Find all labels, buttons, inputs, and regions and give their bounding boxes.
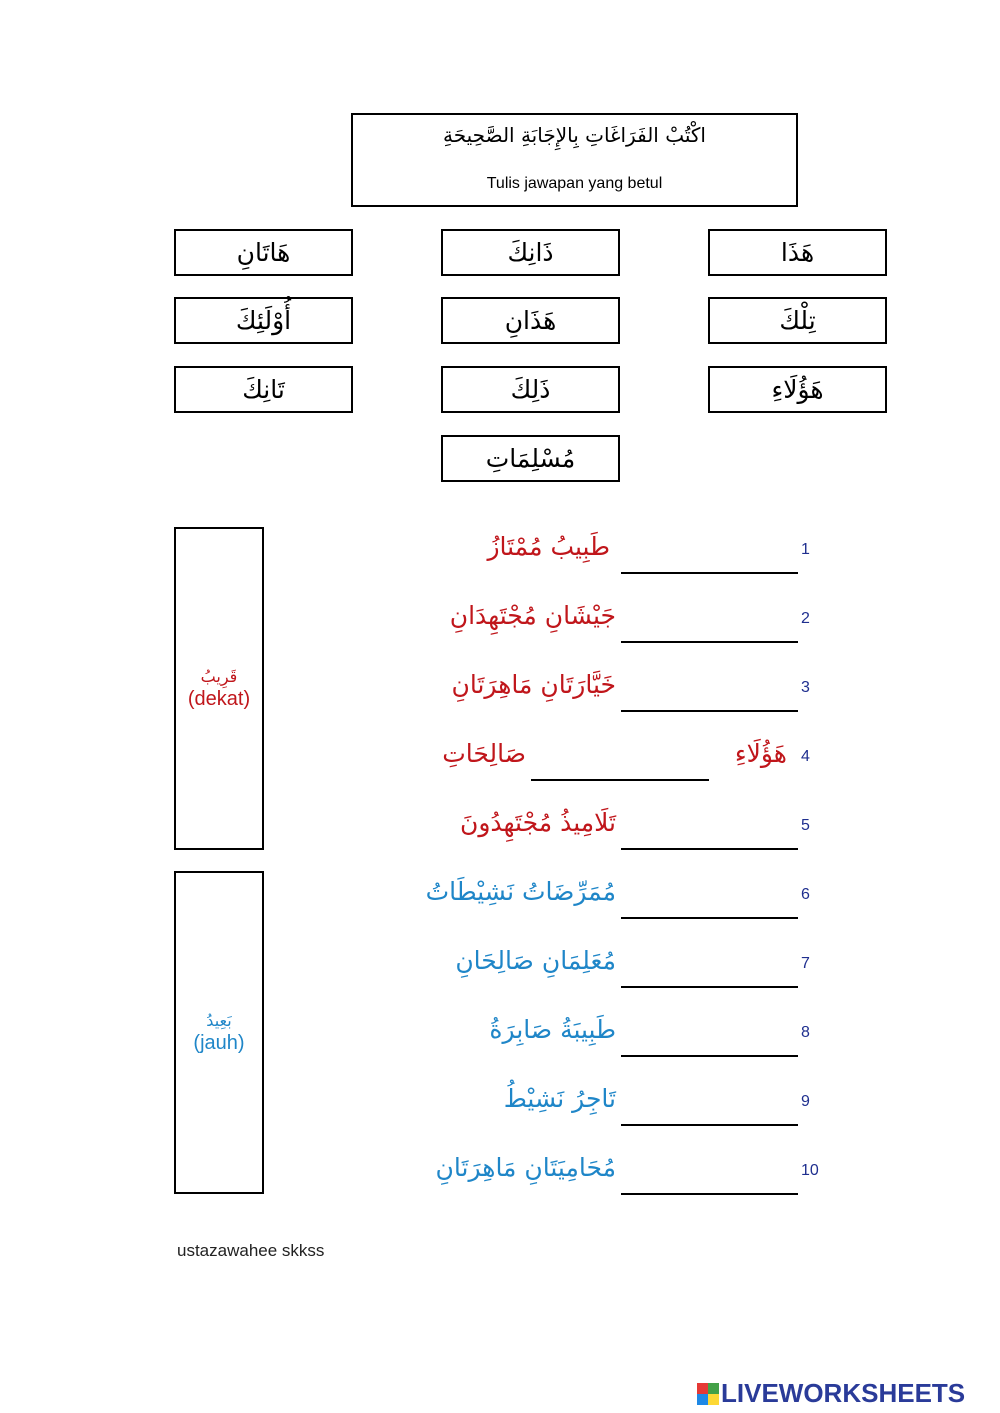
question-phrase: خَيَّارَتَانِ مَاهِرَتَانِ [451,670,616,699]
answer-blank[interactable] [621,917,798,919]
question-number: 1 [801,541,810,558]
word-bank-item: هَؤُلَاءِ [708,366,887,413]
category-near-arabic: قَرِيبُ [200,666,238,686]
question-number: 2 [801,610,810,627]
question-number: 4 [801,748,810,765]
author-credit: ustazawahee skkss [177,1241,325,1260]
word-bank-item: تِلْكَ [708,297,887,344]
word-bank-item: ذَلِكَ [441,366,620,413]
word-bank-item: هَذَانِ [441,297,620,344]
word-bank-item: مُسْلِمَاتِ [441,435,620,482]
instructions-latin: Tulis jawapan yang betul [486,175,663,192]
question-prefix: هَؤُلَاءِ [734,739,787,768]
logo-icon [697,1383,719,1405]
answer-blank[interactable] [621,1055,798,1057]
question-number: 8 [801,1024,810,1041]
answer-blank[interactable] [621,641,798,643]
answer-blank[interactable] [531,779,709,781]
answer-blank[interactable] [621,1124,798,1126]
question-phrase: صَالِحَاتِ [442,739,526,768]
instructions-arabic: اكْتُبْ الفَرَاغَاتِ بِالإِجَابَةِ الصَّحِيحَةِ [443,123,706,147]
question-phrase: تَاجِرُ نَشِيْطُ [503,1084,616,1113]
question-phrase: تَلَامِيذُ مُجْتَهِدُونَ [459,808,616,837]
answer-blank[interactable] [621,1193,798,1195]
word-bank-item: هَاتَانِ [174,229,353,276]
word-bank-item: أُوْلَئِكَ [174,297,353,344]
category-far-latin: (jauh) [193,1031,245,1054]
question-phrase: جَيْشَانِ مُجْتَهِدَانِ [449,601,616,630]
brand-name: LIVEWORKSHEETS [721,1378,966,1408]
question-phrase: مُحَامِيَتَانِ مَاهِرَتَانِ [435,1153,616,1182]
question-number: 7 [801,955,810,972]
category-near-box [174,527,264,850]
word-bank-item: هَذَا [708,229,887,276]
question-number: 5 [801,817,810,834]
question-number: 6 [801,886,810,903]
question-phrase: طَبِيبُ مُمْتَازُ [487,532,610,561]
category-far-box [174,871,264,1194]
question-number: 3 [801,679,810,696]
answer-blank[interactable] [621,572,798,574]
question-number: 9 [801,1093,810,1110]
word-bank-item: ذَانِكَ [441,229,620,276]
question-number: 10 [801,1162,819,1179]
category-far-arabic: بَعِيدُ [206,1010,232,1030]
answer-blank[interactable] [621,848,798,850]
question-phrase: طَبِيبَةُ صَابِرَةُ [489,1015,616,1044]
category-near-latin: (dekat) [187,687,251,710]
word-bank-item: تَانِكَ [174,366,353,413]
answer-blank[interactable] [621,986,798,988]
question-phrase: مُمَرِّضَاتُ نَشِيْطَاتُ [425,877,616,906]
question-phrase: مُعَلِمَانِ صَالِحَانِ [455,946,616,975]
instructions-box [351,113,798,207]
answer-blank[interactable] [621,710,798,712]
brand-logo[interactable] [697,1378,965,1409]
